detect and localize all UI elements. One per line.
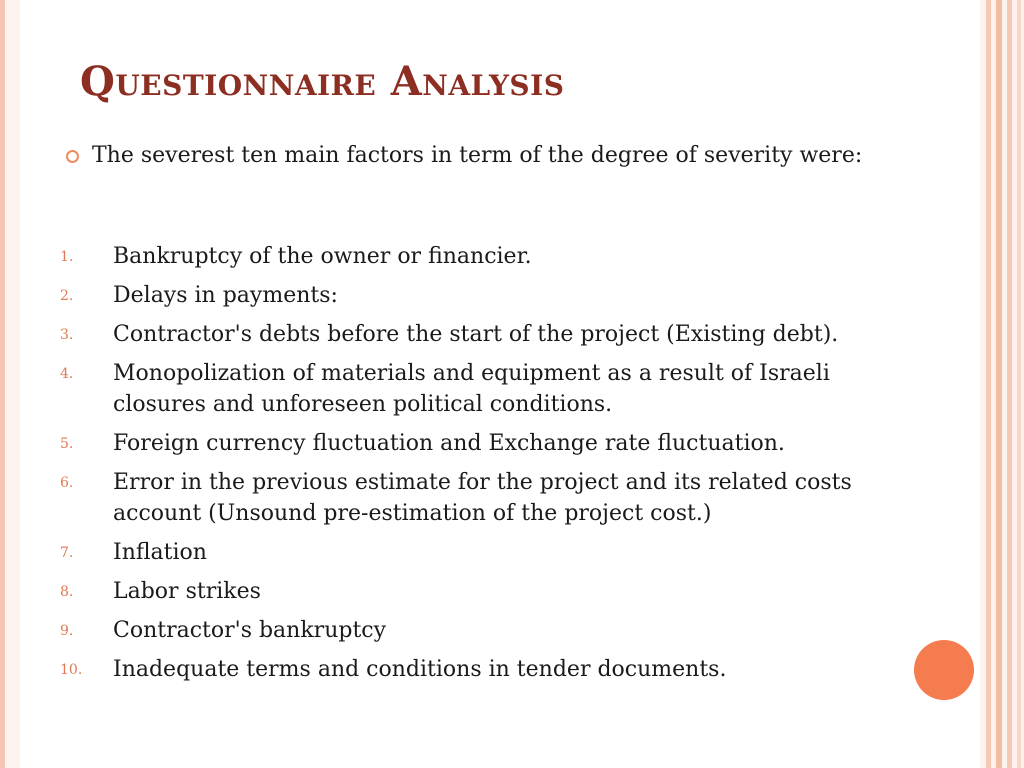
right-stripe [1007, 0, 1012, 768]
list-item-text: Foreign currency fluctuation and Exchange rate fluctuation. [113, 431, 785, 456]
list-item [20, 280, 980, 311]
list-item [20, 537, 980, 568]
list-item-text: Contractor's debts before the start of the project (Existing debt). [113, 322, 839, 347]
right-stripe [996, 0, 1002, 768]
list-item-number: 7. [60, 545, 74, 561]
list-item [20, 576, 980, 607]
list-item-number: 5. [60, 436, 74, 452]
list-item-text: Inadequate terms and conditions in tender documents. [113, 657, 727, 682]
list-item-number: 6. [60, 475, 74, 491]
right-stripe [1017, 0, 1021, 768]
list-item-text: Monopolization of materials and equipment as a result of Israeli closures and unforeseen political conditions. [113, 361, 830, 417]
list-item-number: 9. [60, 623, 74, 639]
list-item [20, 241, 980, 272]
list-item-text: Error in the previous estimate for the project and its related costs account (Unsound pre-estimation of the project cost.) [113, 470, 852, 526]
list-item-text: Inflation [113, 540, 207, 565]
list-item [20, 467, 980, 529]
list-item [20, 654, 980, 685]
slide-panel [20, 0, 980, 768]
list-item-text: Contractor's bankruptcy [113, 618, 387, 643]
list-item-text: Bankruptcy of the owner or financier. [113, 244, 532, 269]
intro-text: The severest ten main factors in term of the degree of severity were: [92, 143, 863, 168]
list-item-number: 1. [60, 249, 74, 265]
right-stripe [986, 0, 991, 768]
list-item-number: 8. [60, 584, 74, 600]
list-item-number: 2. [60, 288, 74, 304]
factor-list [20, 241, 980, 693]
list-item-text: Delays in payments: [113, 283, 338, 308]
right-decorative-band [980, 0, 1024, 768]
list-item-text: Labor strikes [113, 579, 261, 604]
list-item [20, 319, 980, 350]
list-item [20, 615, 980, 646]
left-border-stripe [0, 0, 5, 768]
list-item-number: 3. [60, 327, 74, 343]
slide-title: Questionnaire Analysis [80, 58, 565, 105]
ring-bullet-icon [66, 150, 79, 163]
list-item [20, 358, 980, 420]
orange-circle-decoration [914, 640, 974, 700]
list-item [20, 428, 980, 459]
list-item-number: 4. [60, 366, 74, 382]
list-item-number: 10. [60, 662, 83, 678]
